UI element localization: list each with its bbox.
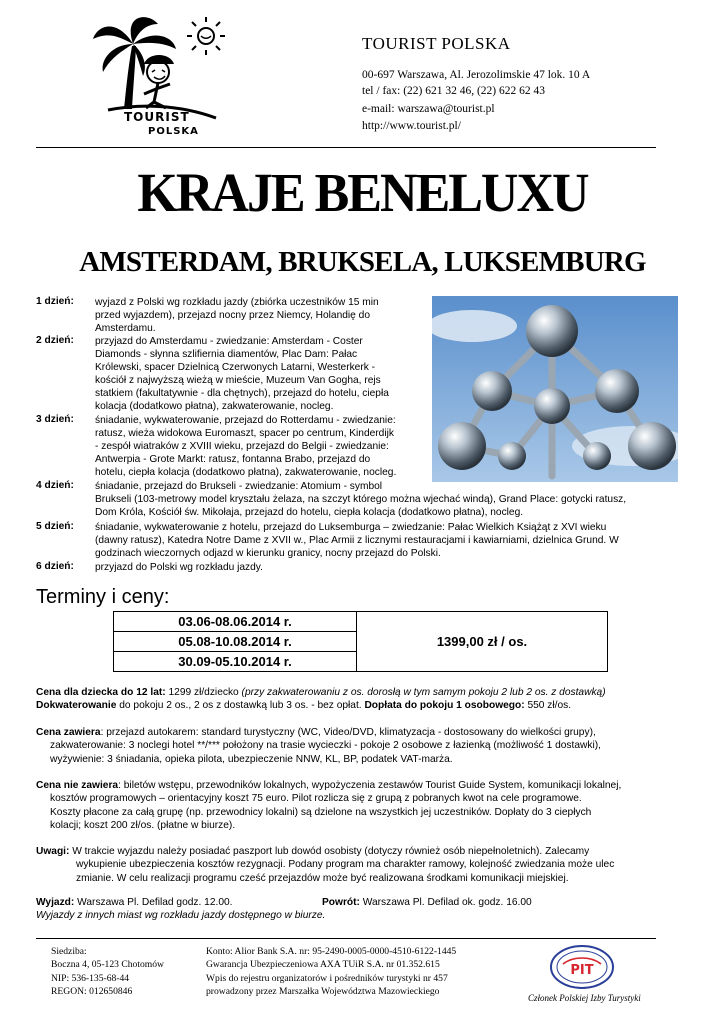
single-room-value: 550 zł/os. xyxy=(524,700,572,712)
child-price-label: Cena dla dziecka do 12 lat: xyxy=(36,687,166,698)
day-1-text xyxy=(95,296,423,335)
day-6-label: 6 dzień: xyxy=(36,561,74,572)
footer-line: Boczna 4, 05-123 Chotomów xyxy=(51,959,164,971)
day-4-label: 4 dzień: xyxy=(36,480,74,491)
day-5-line: godzinach wieczornych odjazd w kierunku granicy, nocny przejazd do Polski. xyxy=(95,548,441,560)
day-3-line: hotelu, ciepła kolacja (dodatkowo płatna), zakwaterowanie, nocleg. xyxy=(95,467,397,479)
day-5-text xyxy=(95,521,685,560)
company-address: 00-697 Warszawa, Al. Jerozolimskie 47 lok. 10 A xyxy=(362,69,591,81)
footer-line: Konto: Alior Bank S.A. nr: 95-2490-0005-0000-4510-6122-1445 xyxy=(206,946,457,957)
departure-label: Wyjazd: xyxy=(36,897,75,908)
footer-bank-info xyxy=(206,945,456,999)
day-4-line: Dom Króla, Kościół św. Mikołaja, przejazd do hotelu, ciepła kolacja (dodatkowo płatna), nocleg. xyxy=(95,507,524,519)
footer-line: Wpis do rejestru organizatorów i pośredników turystyki nr 457 xyxy=(206,972,448,984)
logo-text-tourist: TOURIST xyxy=(124,110,190,124)
day-2-line: kościół z najwyższą wieżą w mieście, Muzeum Van Gogha, rejs xyxy=(95,375,381,387)
extra-bed-label: Dokwaterowanie xyxy=(36,700,117,712)
footer-line: REGON: 012650846 xyxy=(51,986,133,998)
excludes-section xyxy=(36,779,686,832)
company-website[interactable]: http://www.tourist.pl/ xyxy=(362,120,461,132)
day-2-line: kolacja (dodatkowo płatna), zakwaterowanie, nocleg. xyxy=(95,401,334,413)
child-price-value: 1299 zł/dziecko xyxy=(165,687,242,698)
excludes-line: kosztów programowych – orientacyjny koszt 75 euro. Pilot rozlicza się z grupą z pobranych kwot na cele programowe. xyxy=(50,793,582,805)
day-5-label: 5 dzień: xyxy=(36,521,74,532)
includes-label: Cena zawiera xyxy=(36,727,101,738)
footer-seat xyxy=(51,945,164,999)
day-2-line: Diamonds - słynna szlifiernia diamentów, Plac Dam: Pałac xyxy=(95,349,358,361)
return-value: Warszawa Pl. Defilad ok. godz. 16.00 xyxy=(359,897,532,908)
company-email[interactable]: e-mail: warszawa@tourist.pl xyxy=(362,103,495,115)
price-cell: 1399,00 zł / os. xyxy=(357,612,608,672)
logo-text-polska: POLSKA xyxy=(148,126,199,137)
footer-line: Siedziba: xyxy=(51,946,87,957)
footer-line: prowadzony przez Marszałka Województwa Mazowieckiego xyxy=(206,986,440,998)
pit-logo-text: PIT xyxy=(570,963,594,978)
child-price-section xyxy=(36,686,686,713)
day-2-text xyxy=(95,335,423,414)
day-3-label: 3 dzień: xyxy=(36,414,74,425)
notes-line: W trakcie wyjazdu należy posiadać paszport lub dowód osobisty (dotyczy również osób niepełnoletnich). Zalecamy xyxy=(69,846,590,857)
notes-section xyxy=(36,845,686,885)
departure-value: Warszawa Pl. Defilad godz. 12.00. xyxy=(74,897,233,908)
excludes-line: kolacji; koszt 200 zł/os. (płatne w biurze). xyxy=(50,819,236,831)
notes-line: wykupienie ubezpieczenia kosztów rezygnacji. Podany program ma charakter ramowy, kolejność zwiedzania może ulec xyxy=(76,859,615,871)
day-3-line: śniadanie, wykwaterowanie, przejazd do Rotterdamu - zwiedzanie: xyxy=(95,415,396,426)
terms-heading: Terminy i ceny: xyxy=(36,586,170,608)
return-section xyxy=(322,896,682,909)
footer-divider xyxy=(36,938,656,939)
day-3-text xyxy=(95,414,423,479)
includes-section xyxy=(36,726,686,766)
day-4-line: Brukseli (103-metrowy model kryształu żelaza, na szczyt którego można wjechać windą), Grand Place: gotycki ratusz, xyxy=(95,494,627,506)
table-row xyxy=(114,612,608,632)
date-cell: 03.06-08.06.2014 r. xyxy=(114,612,357,632)
excludes-line: Koszty płacone za całą grupę (np. przewodnicy lokalni) są dzielone na wszystkich jej uczestników. Dopłaty do 3 ciepłych xyxy=(50,806,592,818)
excludes-line: : biletów wstępu, przewodników lokalnych, wypożyczenia zestawów Tourist Guide System, komunikacji lokalnej, xyxy=(118,780,622,791)
day-4-line: śniadanie, przejazd do Brukseli - zwiedzanie: Atomium - symbol xyxy=(95,481,383,492)
notes-label: Uwagi: xyxy=(36,846,70,857)
day-2-label: 2 dzień: xyxy=(36,335,74,346)
tourist-polska-logo xyxy=(88,14,238,139)
day-4-text xyxy=(95,480,685,519)
header-divider xyxy=(36,147,656,148)
day-1-line: wyjazd z Polski wg rozkładu jazdy (zbiórka uczestników 15 min xyxy=(95,297,379,308)
day-6-line: przyjazd do Polski wg rozkładu jazdy. xyxy=(95,562,263,573)
day-2-line: Królewski, spacer Dzielnicą Czerwonych Latarni, Westerkerk - xyxy=(95,362,376,374)
day-3-line: - zespół wiatraków z XVIII wieku, przejazd do Belgii - zwiedzanie: xyxy=(95,441,389,453)
day-1-line: Amsterdamu. xyxy=(95,323,156,335)
pit-caption: Członek Polskiej Izby Turystyki xyxy=(528,993,641,1003)
day-3-line: ratusz, wieża widokowa Euromaszt, spacer po centrum, Kinderdijk xyxy=(95,428,394,440)
return-label: Powrót: xyxy=(322,897,360,908)
date-cell: 05.08-10.08.2014 r. xyxy=(114,632,357,652)
day-6-text xyxy=(95,561,685,574)
day-5-line: śniadanie, wykwaterowanie z hotelu, przejazd do Luksemburga – zwiedzanie: Pałac Wielkich Książąt z XVI wieku xyxy=(95,522,607,533)
company-name: TOURIST POLSKA xyxy=(362,34,511,53)
date-cell: 30.09-05.10.2014 r. xyxy=(114,652,357,672)
day-2-line: przyjazd do Amsterdamu - zwiedzanie: Amsterdam - Coster xyxy=(95,336,363,347)
main-title: KRAJE BENELUXU xyxy=(137,163,588,224)
day-3-line: Antwerpia - Grote Markt: ratusz, fontanna Brabo, przejazd do xyxy=(95,454,371,466)
company-phone: tel / fax: (22) 621 32 46, (22) 622 62 43 xyxy=(362,85,546,97)
footer-line: NIP: 536-135-68-44 xyxy=(51,972,130,984)
atomium-photo xyxy=(432,296,678,482)
day-2-line: statkiem (fakultatywnie - dla chętnych), przejazd do hotelu, ciepła xyxy=(95,388,389,400)
extra-bed-value: do pokoju 2 os., 2 os z dostawką lub 3 os. - bez opłat. xyxy=(116,700,365,712)
single-room-label: Dopłata do pokoju 1 osobowego: xyxy=(364,700,525,712)
pit-logo xyxy=(549,944,615,990)
excludes-label: Cena nie zawiera xyxy=(36,780,119,791)
day-5-line: (dawny ratusz), Katedra Notre Dame z XVII w., Plac Armii z licznymi restauracjami i kawiarniami, dzielnica Grund. W xyxy=(95,535,619,547)
child-price-note: (przy zakwaterowaniu z os. dorosłą w tym samym pokoju 2 lub 2 os. z dostawką) xyxy=(241,687,606,698)
includes-line: wyżywienie: 3 śniadania, opieka pilota, ubezpieczenie NNW, KL, BP, podatek VAT-marża. xyxy=(50,753,453,765)
price-table xyxy=(113,611,608,672)
notes-line: zmianie. W celu realizacji programu cześć przejazdów może być realizowana środkami komunikacji miejskiej. xyxy=(76,872,569,884)
footer-line: Gwarancja Ubezpieczeniowa AXA TUiR S.A. nr 01.352.615 xyxy=(206,959,440,971)
day-1-label: 1 dzień: xyxy=(36,296,74,307)
includes-line: : przejazd autokarem: standard turystyczny (WC, Video/DVD, klimatyzacja - dostosowany do wielkości grupy), xyxy=(100,727,596,738)
sub-title: AMSTERDAM, BRUKSELA, LUKSEMBURG xyxy=(79,246,646,278)
departure-other: Wyjazdy z innych miast wg rozkładu jazdy dostępnego w biurze. xyxy=(36,910,326,922)
day-1-line: przed wyjazdem), przejazd nocny przez Niemcy, Holandię do xyxy=(95,310,370,322)
includes-line: zakwaterowanie: 3 noclegi hotel **/*** położony na trasie wycieczki - pokoje 2 osobowe z łazienką (możliwość 1 dostawki), xyxy=(50,740,601,752)
